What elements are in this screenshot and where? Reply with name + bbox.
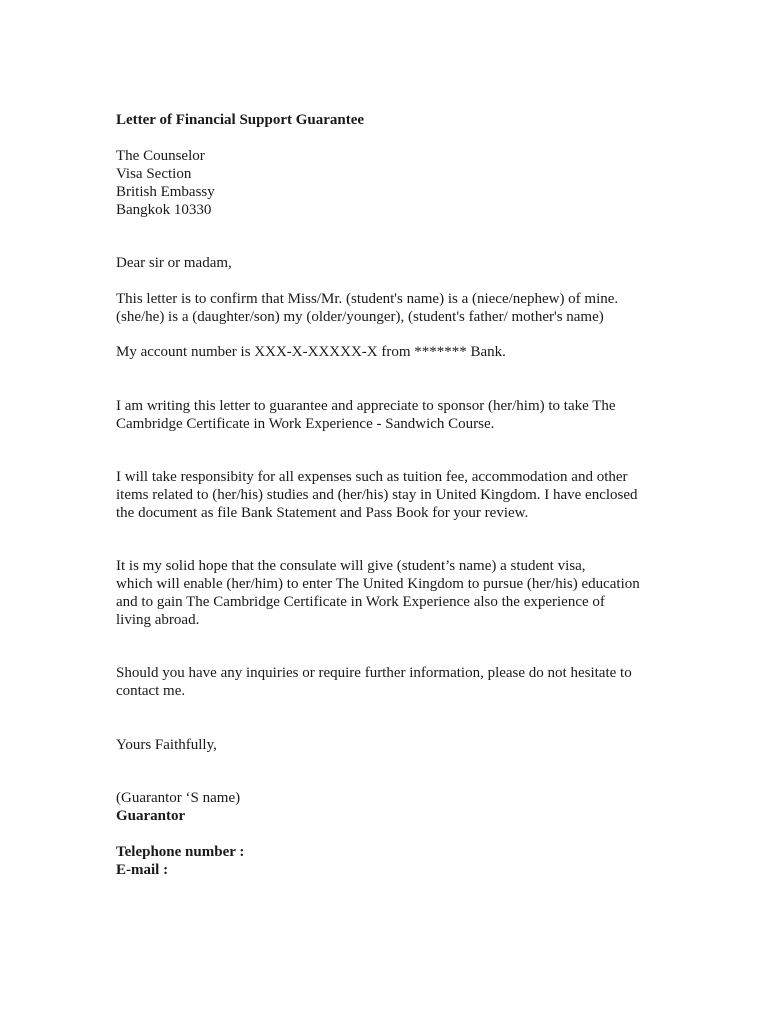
paragraph-4-line-1: I will take responsibity for all expenses such as tuition fee, accommodation and other	[116, 469, 628, 485]
email-label: E-mail :	[116, 862, 169, 878]
paragraph-6-line-2: contact me.	[116, 683, 186, 699]
address-line-1: The Counselor	[116, 148, 205, 164]
paragraph-2-line-1: My account number is XXX-X-XXXXX-X from ******* Bank.	[116, 344, 506, 360]
paragraph-1-line-1: This letter is to confirm that Miss/Mr. (student's name) is a (niece/nephew) of mine.	[116, 291, 619, 307]
address-line-3: British Embassy	[116, 184, 215, 200]
paragraph-3-line-2: Cambridge Certificate in Work Experience - Sandwich Course.	[116, 416, 495, 432]
paragraph-4-line-3: the document as file Bank Statement and Pass Book for your review.	[116, 505, 529, 521]
letter-title: Letter of Financial Support Guarantee	[116, 112, 365, 128]
signature-name: (Guarantor ‘S name)	[116, 790, 241, 806]
address-line-4: Bangkok 10330	[116, 202, 212, 218]
paragraph-4-line-2: items related to (her/his) studies and (her/his) stay in United Kingdom. I have enclosed	[116, 487, 638, 503]
paragraph-5-line-3: and to gain The Cambridge Certificate in Work Experience also the experience of	[116, 594, 605, 610]
salutation: Dear sir or madam,	[116, 255, 232, 271]
paragraph-5-line-4: living abroad.	[116, 612, 200, 628]
paragraph-1-line-2: (she/he) is a (daughter/son) my (older/younger), (student's father/ mother's name)	[116, 309, 604, 325]
address-line-2: Visa Section	[116, 166, 192, 182]
paragraph-6-line-1: Should you have any inquiries or require further information, please do not hesitate to	[116, 665, 632, 681]
telephone-label: Telephone number :	[116, 844, 245, 860]
paragraph-5-line-1: It is my solid hope that the consulate will give (student’s name) a student visa,	[116, 558, 586, 574]
signature-role: Guarantor	[116, 808, 186, 824]
paragraph-3-line-1: I am writing this letter to guarantee and appreciate to sponsor (her/him) to take The	[116, 398, 616, 414]
paragraph-5-line-2: which will enable (her/him) to enter The United Kingdom to pursue (her/his) education	[116, 576, 640, 592]
closing: Yours Faithfully,	[116, 737, 217, 753]
